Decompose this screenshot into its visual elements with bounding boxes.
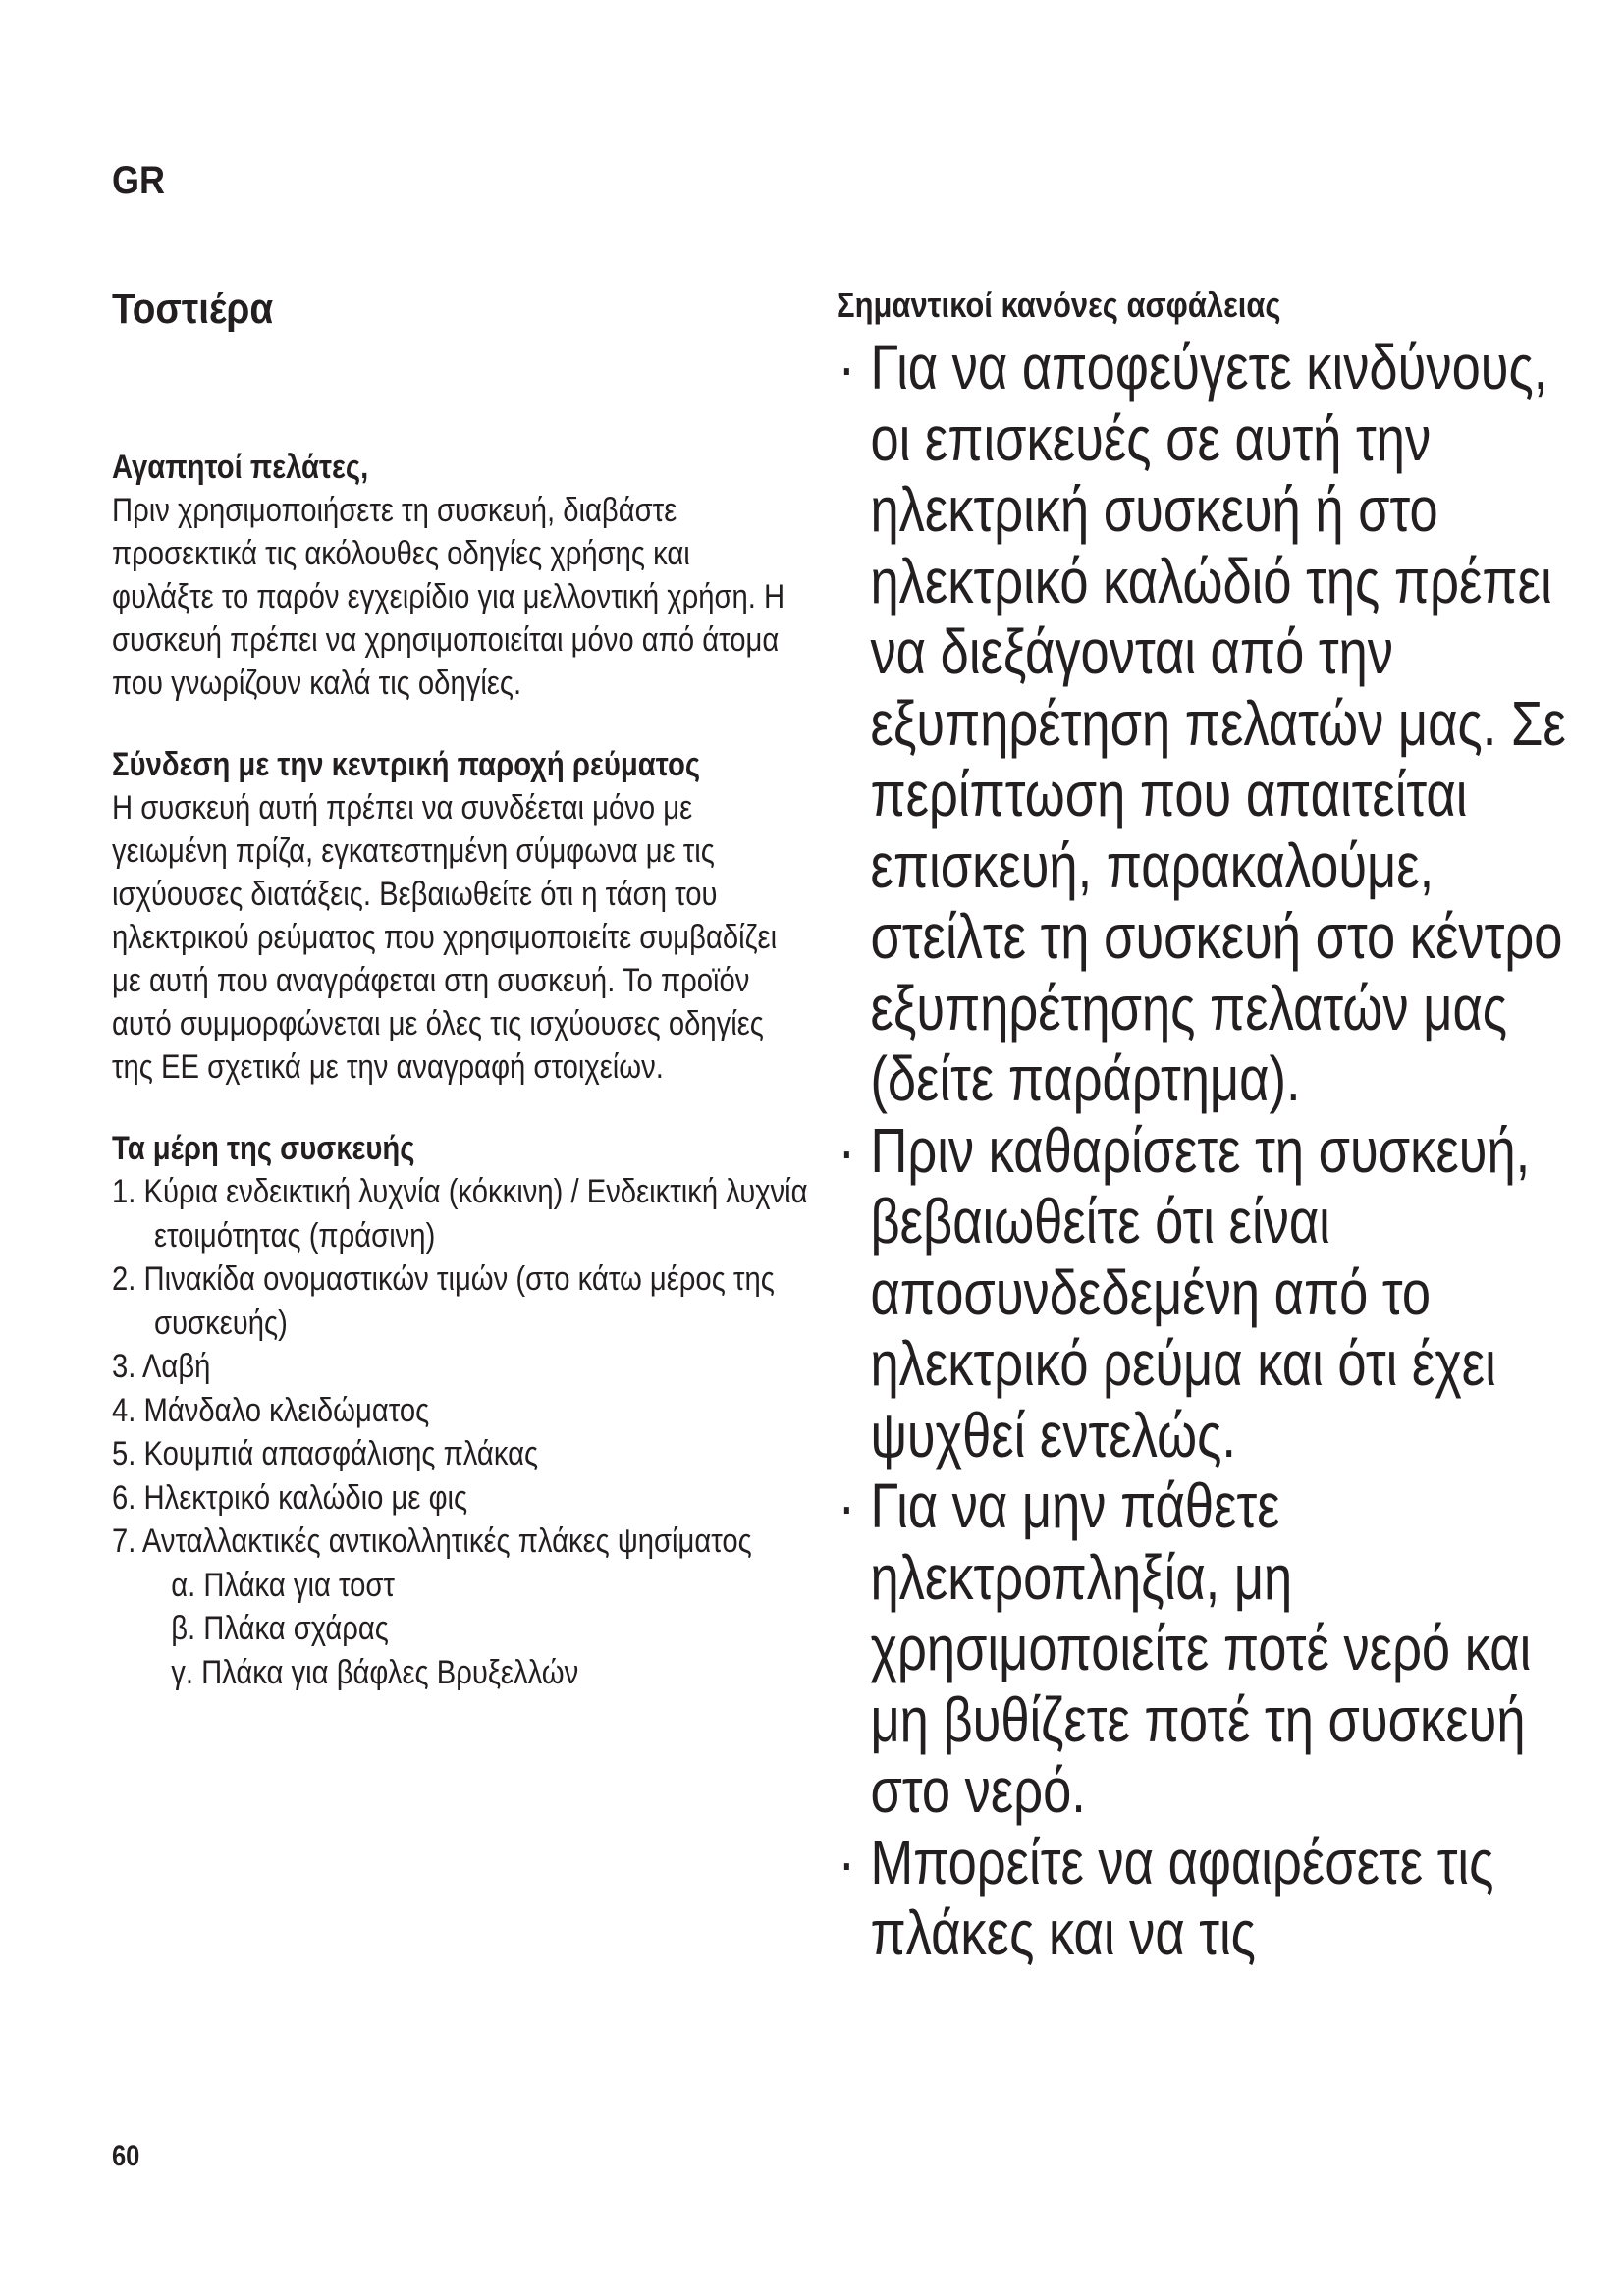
safety-rule — [837, 1827, 1578, 1969]
parts-heading: Τα μέρη της συσκευής — [112, 1130, 415, 1167]
bullet-icon: · — [838, 1826, 856, 1897]
intro-section — [112, 447, 799, 705]
safety-rule-text: Για να μην πάθετε ηλεκτροπληξία, μη χρησιμοποιείτε ποτέ νερό και μη βυθίζετε ποτέ τη συσκευή στο νερό. — [870, 1470, 1532, 1826]
language-code: GR — [112, 159, 165, 202]
list-item: 2. Πινακίδα ονομαστικών τιμών (στο κάτω μέρος της συσκευής) — [112, 1260, 775, 1342]
list-item: 6. Ηλεκτρικό καλώδιο με φις — [112, 1478, 468, 1517]
safety-rule-text: Πριν καθαρίσετε τη συσκευή, βεβαιωθείτε ότι είναι αποσυνδεδεμένη από το ηλεκτρικό ρεύμα και ότι έχει ψυχθεί εντελώς. — [870, 1114, 1531, 1470]
safety-rule — [837, 1115, 1578, 1471]
list-item: 3. Λαβή — [112, 1348, 211, 1385]
parts-list — [112, 1170, 808, 1564]
safety-rule-text: Για να αποφεύγετε κινδύνους, οι επισκευές σε αυτή την ηλεκτρική συσκευή ή στο ηλεκτρικό καλώδιό της πρέπει να διεξάγονται από την εξυπηρέτηση πελατών μας. Σε περίπτωση που απαιτείται επισκευή, παρακαλούμε, στείλτε τη συσκευή στο κέντρο εξυπηρέτησης πελατών μας (δείτε παράρτημα). — [870, 332, 1566, 1114]
bullet-icon: · — [838, 1470, 856, 1541]
intro-text: Πριν χρησιμοποιήσετε τη συσκευή, διαβάστε προσεκτικά τις ακόλουθες οδηγίες χρήσης και φυλάξτε το παρόν εγχειρίδιο για μελλοντική χρήση. Η συσκευή πρέπει να χρησιμοποιείται μόνο από άτομα που γνωρίζουν καλά τις οδηγίες. — [112, 492, 785, 702]
right-column — [837, 285, 1566, 1969]
safety-rule-text: Μπορείτε να αφαιρέσετε τις πλάκες και να τις — [870, 1826, 1494, 1968]
sub-item: β. Πλάκα σχάρας — [171, 1610, 389, 1647]
power-text: Η συσκευή αυτή πρέπει να συνδέεται μόνο με γειωμένη πρίζα, εγκατεστημένη σύμφωνα με τις ισχύουσες διατάξεις. Βεβαιωθείτε ότι η τάση του ηλεκτρικού ρεύματος που χρησιμοποιείτε συμβαδίζει με αυτή που αναγράφεται στη συσκευή. Το προϊόν αυτό συμμορφώνεται με όλες τις ισχύουσες οδηγίες της ΕΕ σχετικά με την αναγραφή στοιχείων. — [112, 789, 778, 1086]
power-section — [112, 744, 799, 1089]
list-item: 7. Ανταλλακτικές αντικολλητικές πλάκες ψησίματος — [112, 1522, 752, 1560]
sub-item: γ. Πλάκα για βάφλες Βρυξελλών — [171, 1653, 579, 1691]
list-item: 5. Κουμπιά απασφάλισης πλάκας — [112, 1435, 539, 1472]
list-item: 1. Κύρια ενδεικτική λυχνία (κόκκινη) / Ενδεικτική λυχνία ετοιμότητας (πράσινη) — [112, 1173, 808, 1255]
safety-rules-list — [837, 332, 1566, 1969]
power-heading: Σύνδεση με την κεντρική παροχή ρεύματος — [112, 746, 701, 783]
safety-rule — [837, 1470, 1578, 1827]
list-item: 4. Μάνδαλο κλειδώματος — [112, 1391, 430, 1429]
safety-heading: Σημαντικοί κανόνες ασφάλειας — [837, 285, 1281, 325]
sub-item: α. Πλάκα για τοστ — [171, 1566, 395, 1604]
left-column — [112, 285, 808, 1734]
bullet-icon: · — [838, 1114, 856, 1186]
intro-heading: Αγαπητοί πελάτες, — [112, 449, 369, 486]
bullet-icon: · — [838, 332, 856, 402]
safety-rule — [837, 332, 1578, 1115]
page-title: Τοστιέρα — [112, 285, 274, 333]
parts-section — [112, 1128, 808, 1694]
page-number: 60 — [112, 2140, 140, 2172]
